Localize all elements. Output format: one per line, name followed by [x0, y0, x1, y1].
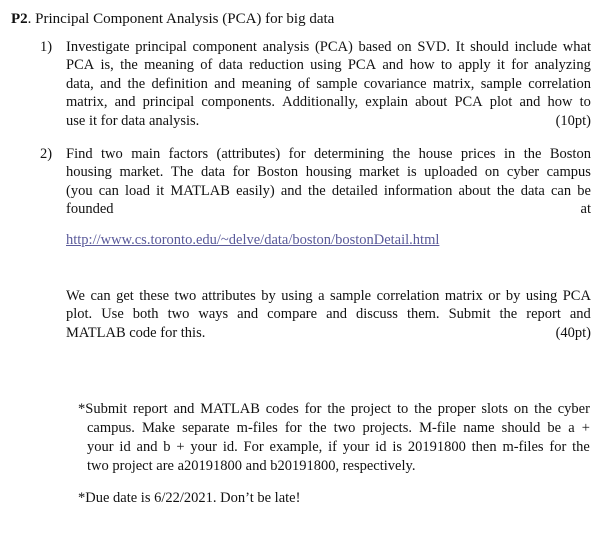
last-line	[66, 112, 591, 130]
points-label: (10pt)	[555, 112, 591, 129]
due-date-text: *Due date is 6/22/2021. Don’t be late!	[78, 490, 301, 506]
text-line: campus. Make separate m-files for the two projects. M-file name should be a +	[87, 420, 590, 436]
text-line: your id and b + your id. For example, if your id is 20191800 then m-files for the	[87, 439, 590, 455]
text-line: We can get these two attributes by using a sample correlation matrix or by using PCA	[66, 288, 591, 304]
text-line: MATLAB code for this.	[66, 324, 206, 341]
task-2-paragraph-2	[66, 287, 591, 342]
problem-label: P2	[11, 11, 28, 27]
text-line: Investigate principal component analysis (PCA) based on SVD. It should include what	[66, 39, 591, 55]
due-date-note	[78, 489, 590, 508]
problem-heading	[11, 10, 334, 28]
link-block	[66, 231, 591, 249]
text-line: Find two main factors (attributes) for determining the house prices in the Boston	[66, 146, 591, 162]
problem-title: . Principal Component Analysis (PCA) for big data	[27, 11, 335, 27]
last-line	[66, 324, 591, 342]
note-continuation	[78, 419, 590, 476]
text-line: *Submit report and MATLAB codes for the project to the proper slots on the cyber	[78, 401, 590, 417]
text-line: matrix, and principal components. Additionally, explain about PCA plot and how to	[66, 94, 591, 111]
submission-note	[78, 400, 590, 476]
text-line: data, and the definition and meaning of sample covariance matrix, sample correlation	[66, 75, 591, 92]
text-line: PCA is, the meaning of data reduction using PCA and how to apply it for analyzing	[66, 57, 591, 74]
dataset-link[interactable]: http://www.cs.toronto.edu/~delve/data/boston/bostonDetail.html	[66, 232, 440, 248]
text-line: (you can load it MATLAB easily) and the detailed information about the data can be	[66, 182, 591, 199]
points-label: (40pt)	[555, 324, 591, 341]
task-2-text	[66, 145, 591, 219]
text-line: founded at	[66, 201, 591, 218]
text-line: plot. Use both two ways and compare and discuss them. Submit the report and	[66, 306, 591, 323]
text-line: use it for data analysis.	[66, 112, 200, 129]
task-number-1: 1)	[40, 39, 53, 55]
task-1-text	[66, 38, 591, 130]
task-number-2: 2)	[40, 146, 53, 162]
text-line: housing market. The data for Boston housing market is uploaded on cyber campus	[66, 164, 591, 181]
text-line: two project are a20191800 and b20191800, respectively.	[87, 458, 416, 474]
